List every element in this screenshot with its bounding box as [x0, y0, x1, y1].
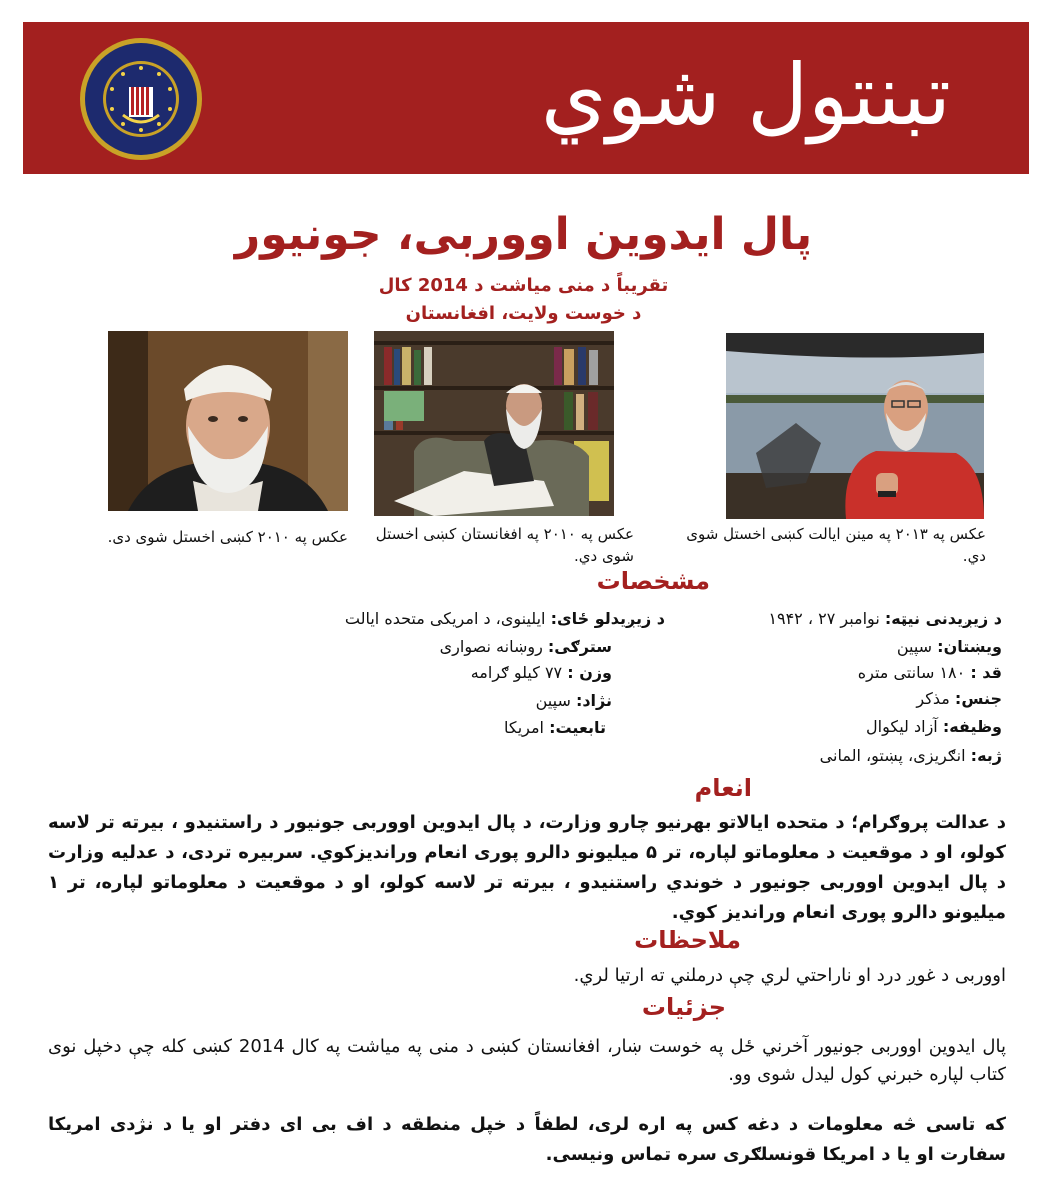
field-citizenship: تابعیت: امریکا [503, 718, 606, 737]
field-dob: د زیږیدنی نیټه: نوامبر ۲۷ ، ۱۹۴۲ [768, 609, 1002, 628]
place-line: د خوست ولایت، افغانستان [405, 303, 642, 324]
description-heading: مشخصات [596, 567, 710, 595]
photo-caption-2013: عکس په ۲۰۱۳ په مینن ایالت کښی اخستل شوی دي. [686, 525, 986, 565]
contact-text: که تاسی څه معلومات د دغه کس په اره لری، لطفاً د خپل منطقه د اف بی ای دفتر او یا د نژدی امریکا سفارت او یا د امریکا قونسلګری سره تماس ونیسی. [48, 1114, 1006, 1165]
reward-text: د عدالت پروګرام؛ د متحده ایالاتو بهرنیو چارو وزارت، د پال ایدوین اووربی جونیور د راستنیدو ، بیرته تر لاسه کولو، او د موقعیت د معلوماتو لپاره، تر ۵ میلیونو دالرو پوری انعام وراندیزکوي. سربیره تردی، د عدلیه وزارت د پال ایدوین اووربی جونیور د خوندي راستنیدو ، بیرته تر لاسه کولو، او د موقعیت د معلوماتو لپاره، تر ۱ میلیونو دالرو پوری انعام وراندیز کوي. [48, 812, 1006, 923]
photo-portrait [108, 331, 348, 511]
field-sex: جنس: مذکر [916, 689, 1002, 708]
photo-caption-2010-afghanistan: عکس په ۲۰۱۰ په افغانستان کښی اخستل شوی دي. [375, 525, 634, 565]
remarks-text: اووربی د غوږ درد او ناراحتي لري چې درملني ته ارتیا لري. [573, 965, 1006, 986]
field-languages: ژبه: انګریزی، پښتو، المانی [819, 746, 1002, 765]
reward-heading: انعام [694, 774, 752, 802]
header-banner [23, 22, 1029, 174]
person-name: پال ایدوین اووربی، جونیور [234, 209, 813, 260]
remarks-heading: ملاحظات [634, 926, 741, 954]
field-race: نژاد: سپین [535, 691, 612, 710]
field-height: قد : ۱۸۰ سانتی متره [857, 663, 1002, 682]
photo-caption-2010: عکس په ۲۰۱۰ کښی اخستل شوی دی. [107, 528, 348, 546]
field-occupation: وظیفه: آزاد لیکوال [866, 717, 1002, 736]
field-birthplace: د زیږیدلو ځای: ایلینوی، د امریکی متحده ایالت [344, 609, 665, 628]
date-line: تقریباً د منی میاشت د 2014 کال [378, 275, 669, 296]
fbi-seal-logo [79, 37, 203, 161]
details-heading: جزئیات [641, 993, 726, 1021]
details-text: پال ایدوین اووربی جونیور آخرني ځل په خوست ښار، افغانستان کښی د منی په میاشت په کال 2014 کښی کله چې دخپل نوی کتاب لپاره خبرني کول لیدل شوی وو. [48, 1036, 1006, 1085]
photo-bookshelf [374, 331, 614, 516]
field-eyes: سترګی: روښانه نصواری [439, 637, 612, 656]
field-weight: وزن : ۷۷ کیلو ګرامه [470, 663, 612, 682]
photo-lakeside [726, 333, 984, 519]
field-hair: ویښتان: سپین [896, 637, 1002, 656]
missing-title: تبنتول شوي [540, 46, 951, 144]
